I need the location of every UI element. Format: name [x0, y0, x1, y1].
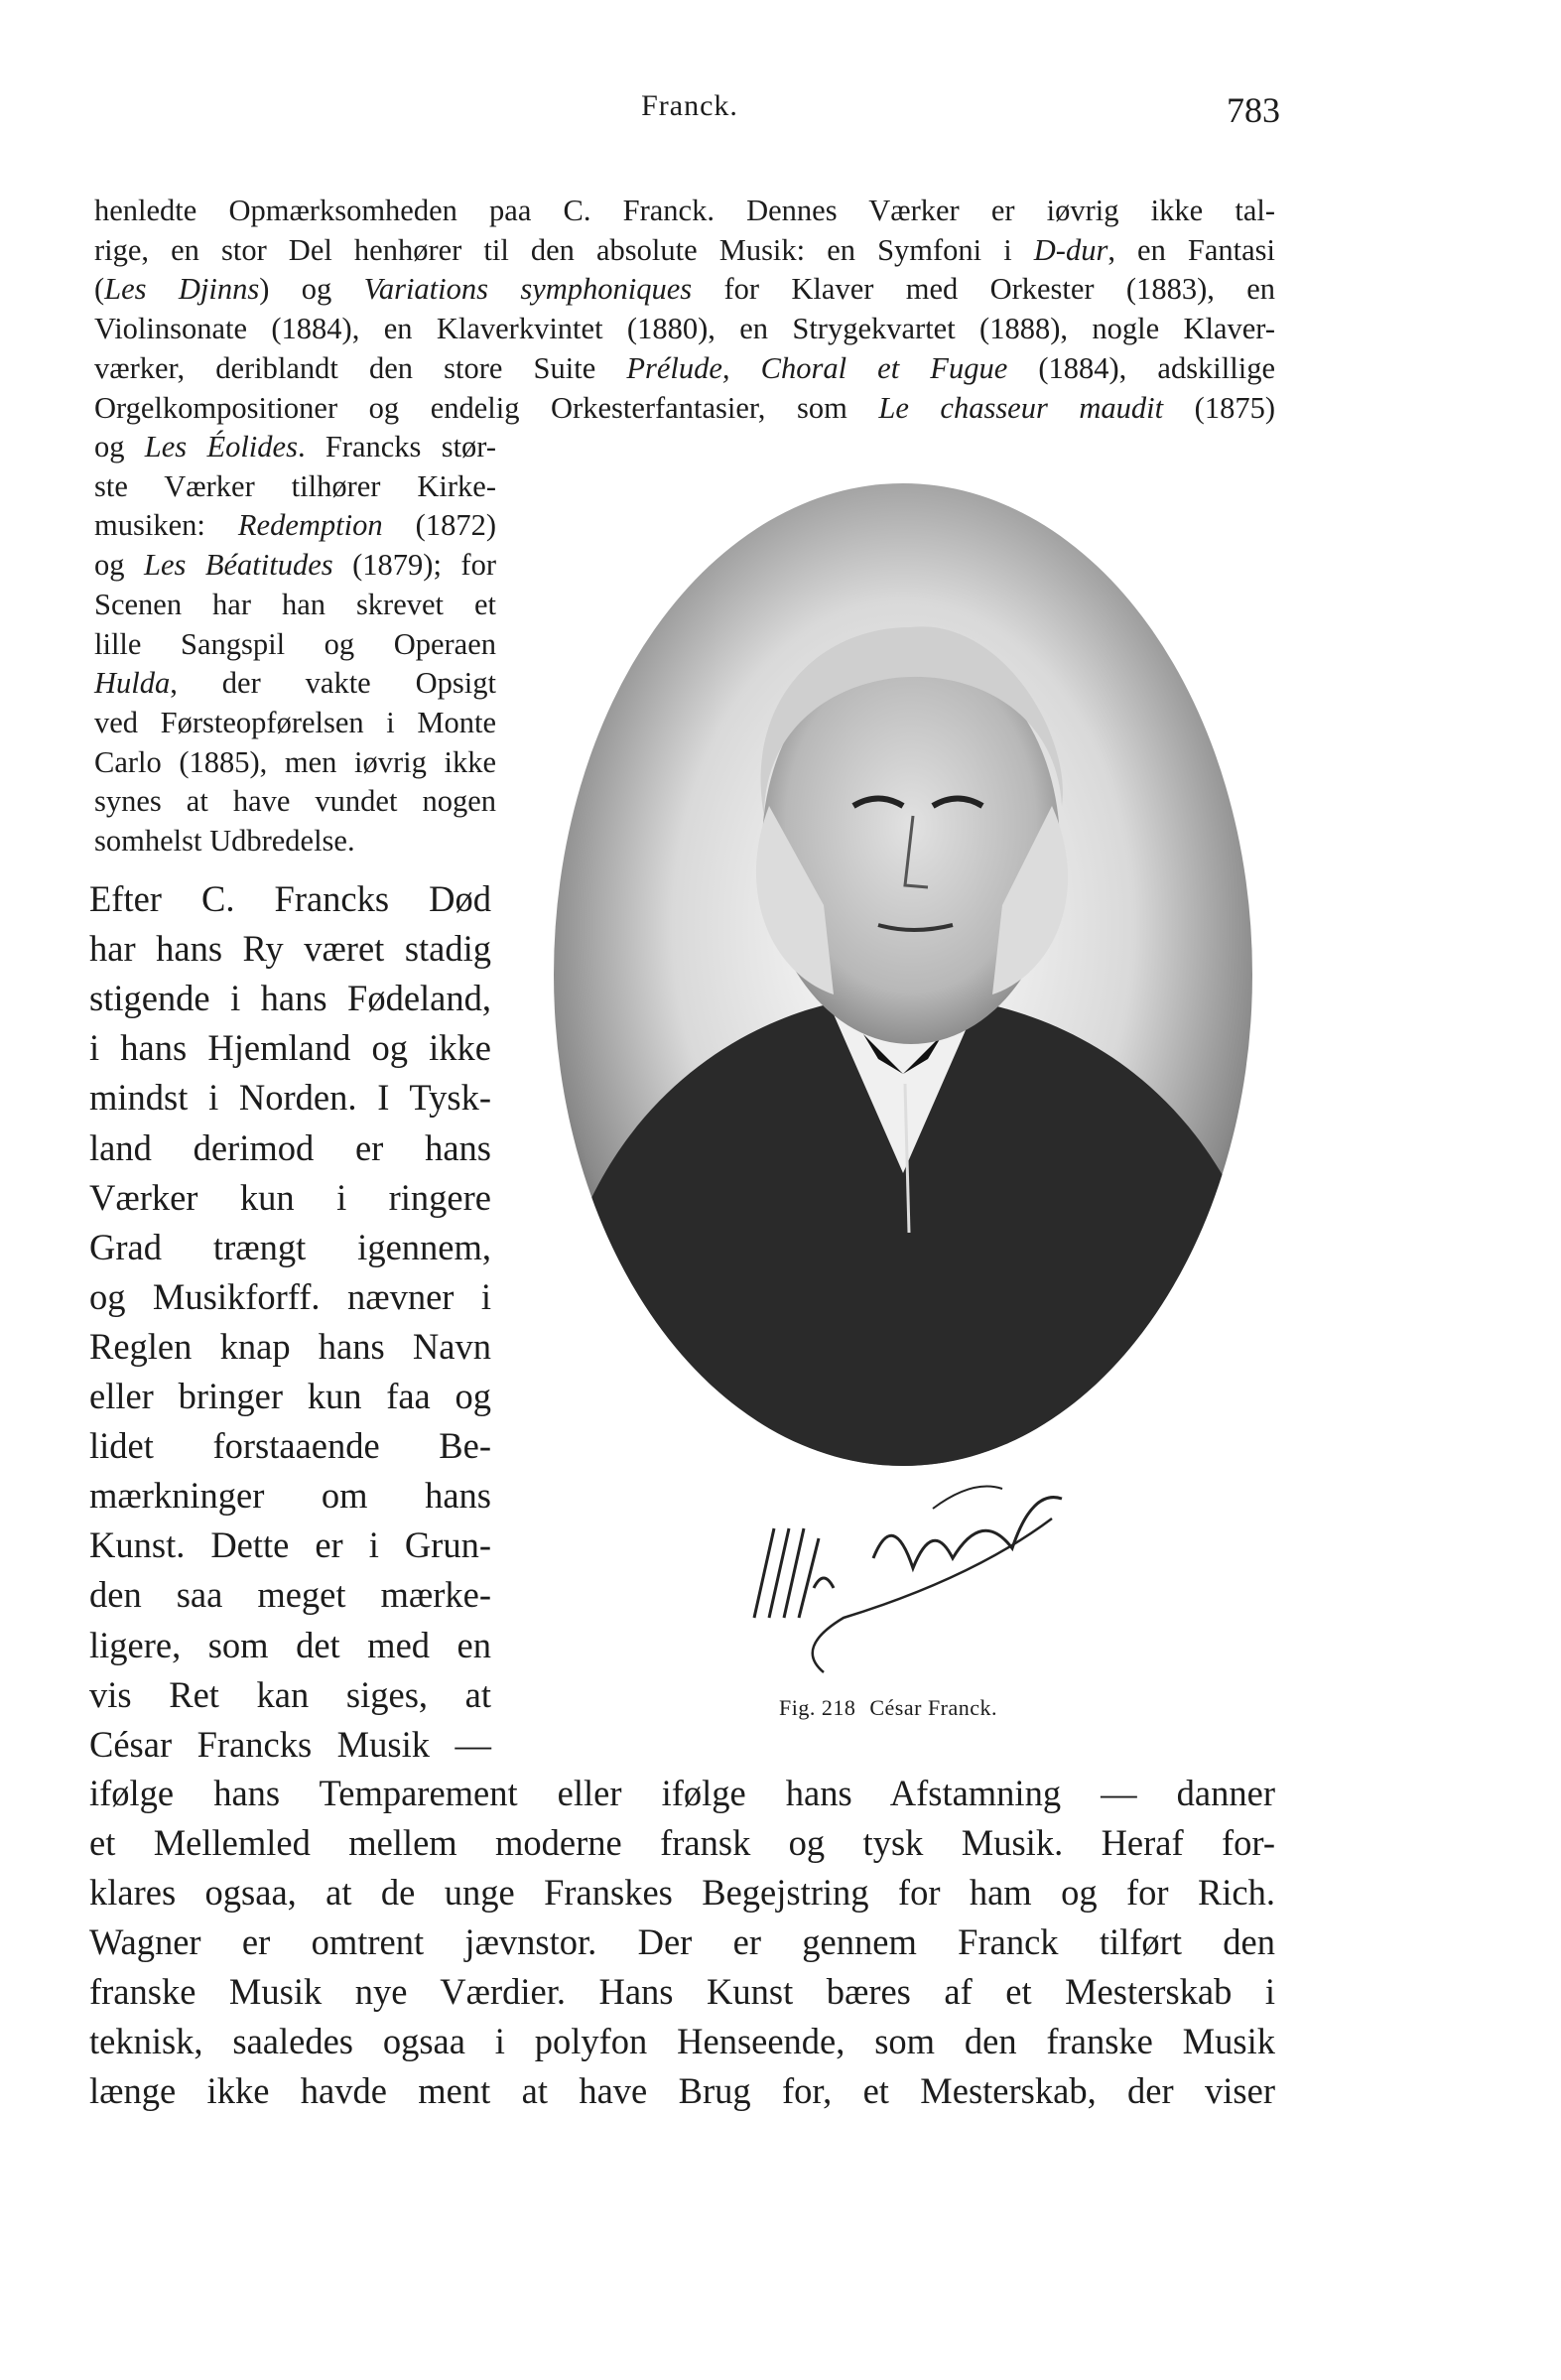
text-line	[89, 1325, 491, 1368]
text-run: Orgelkompositioner og endelig Orkesterfantasier, som	[94, 390, 879, 425]
text-run: og	[94, 430, 145, 463]
text-line	[94, 391, 1275, 426]
text-run: Wagner er omtrent jævnstor. Der er gennem Franck tilført den	[89, 1921, 1275, 1962]
text-line	[89, 1673, 491, 1716]
text-run: ) og	[259, 272, 364, 307]
italic-title: Hulda	[94, 666, 171, 701]
text-line	[89, 1920, 1275, 1963]
text-run: ved Førsteopførelsen i Monte	[94, 705, 496, 739]
text-line	[89, 1624, 491, 1666]
text-line	[89, 877, 491, 920]
text-line	[89, 1723, 491, 1766]
text-line	[94, 233, 1275, 268]
text-run: Kunst. Dette er i Grun-	[89, 1524, 491, 1566]
text-run: synes at have vundet nogen	[94, 784, 496, 819]
portrait-image	[536, 478, 1285, 1471]
text-line	[89, 1871, 1275, 1914]
text-run: i hans Hjemland og ikke	[89, 1027, 491, 1069]
text-run: (1875)	[1163, 390, 1275, 425]
text-run: længe ikke havde ment at have Brug for, et Mesterskab, der viser	[89, 2070, 1275, 2111]
italic-title: Les Éolides	[144, 430, 298, 463]
text-run: har hans Ry været stadig	[89, 928, 491, 970]
text-line	[94, 312, 1275, 346]
italic-title: D-dur	[1033, 232, 1108, 267]
text-line	[89, 2020, 1275, 2062]
text-run: , der vakte Opsigt	[170, 666, 496, 701]
text-run: rige, en stor Del henhører til den absolute Musik: en Symfoni i	[94, 232, 1034, 267]
text-line	[89, 1275, 491, 1318]
text-line	[89, 927, 491, 970]
text-line	[89, 1026, 491, 1069]
text-line	[94, 666, 496, 701]
text-line	[94, 194, 1275, 228]
text-line	[89, 1226, 491, 1268]
text-run: lidet forstaaende Be-	[89, 1425, 491, 1467]
text-run: klares ogsaa, at de unge Franskes Begejstring for ham og for Rich.	[89, 1872, 1275, 1913]
text-run: Scenen har han skrevet et	[94, 587, 496, 621]
text-line	[94, 548, 496, 583]
text-line	[89, 1375, 491, 1417]
text-run: . Francks stør-	[297, 430, 496, 463]
page-number: 783	[1227, 90, 1280, 130]
text-run: (1879); for	[332, 548, 496, 583]
italic-title: Variations symphoniques	[363, 272, 693, 307]
text-line	[94, 706, 496, 740]
text-line	[89, 1573, 491, 1616]
figure-label: Fig. 218	[779, 1695, 856, 1720]
running-header: Franck.	[641, 89, 738, 122]
text-line	[94, 784, 496, 819]
text-line	[94, 824, 496, 859]
text-run: Reglen knap hans Navn	[89, 1325, 491, 1367]
text-run: Værker kun i ringere	[89, 1176, 491, 1218]
text-run: værker, deriblandt den store Suite	[94, 350, 627, 385]
text-run: vis Ret kan siges, at	[89, 1673, 491, 1715]
text-run: og	[94, 548, 145, 583]
text-run: Carlo (1885), men iøvrig ikke	[94, 744, 496, 779]
text-run: mindst i Norden. I Tysk-	[89, 1077, 491, 1119]
text-run: (1872)	[382, 508, 496, 543]
text-run: César Francks Musik —	[89, 1723, 491, 1765]
text-line	[94, 469, 496, 504]
text-run: stigende i hans Fødeland,	[89, 978, 491, 1019]
signature-image	[734, 1469, 1092, 1687]
text-line	[89, 1970, 1275, 2013]
text-line	[94, 272, 1275, 307]
italic-title: Le chasseur maudit	[878, 390, 1164, 425]
italic-title: Les Béatitudes	[144, 548, 333, 583]
italic-title: Redemption	[237, 508, 383, 543]
text-line	[94, 588, 496, 622]
figure-caption	[779, 1695, 1067, 1721]
text-run: henledte Opmærksomheden paa C. Franck. Dennes Værker er iøvrig ikke tal-	[94, 194, 1275, 227]
text-run: for Klaver med Orkester (1883), en	[692, 272, 1275, 307]
text-line	[89, 1126, 491, 1169]
text-line	[89, 1076, 491, 1119]
text-run: og Musikforff. nævner i	[89, 1275, 491, 1317]
text-line	[94, 627, 496, 662]
text-run: mærkninger om hans	[89, 1475, 491, 1517]
text-run: lille Sangspil og Operaen	[94, 626, 496, 661]
text-line	[94, 351, 1275, 386]
text-line	[89, 977, 491, 1019]
text-line	[89, 1523, 491, 1566]
text-run: musiken:	[94, 508, 238, 543]
text-run: ligere, som det med en	[89, 1624, 491, 1665]
text-run: Grad trængt igennem,	[89, 1226, 491, 1267]
portrait-illustration	[536, 478, 1285, 1471]
text-line	[89, 1474, 491, 1517]
text-line	[89, 1821, 1275, 1864]
text-run: land derimod er hans	[89, 1126, 491, 1168]
text-run: Efter C. Francks Død	[89, 878, 491, 919]
text-run: , en Fantasi	[1107, 232, 1275, 267]
text-line	[89, 1424, 491, 1467]
text-run: ifølge hans Temparement eller ifølge hans Afstamning — danner	[89, 1773, 1275, 1813]
figure-name: César Franck.	[869, 1695, 998, 1720]
text-line	[89, 1772, 1275, 1814]
text-line	[94, 745, 496, 780]
text-run: somhelst Udbredelse.	[94, 824, 355, 858]
text-run: eller bringer kun faa og	[89, 1376, 491, 1416]
text-run: (1884), adskillige	[1007, 350, 1275, 385]
text-line	[94, 430, 496, 464]
italic-title: Prélude, Choral et Fugue	[626, 350, 1008, 385]
text-run: ste Værker tilhører Kirke-	[94, 468, 496, 503]
text-run: franske Musik nye Værdier. Hans Kunst bæres af et Mesterskab i	[89, 1971, 1275, 2012]
text-run: Violinsonate (1884), en Klaverkvintet (1880), en Strygekvartet (1888), nogle Klaver-	[94, 312, 1275, 346]
text-run: et Mellemled mellem moderne fransk og tysk Musik. Heraf for-	[89, 1822, 1275, 1863]
text-line	[89, 1176, 491, 1219]
italic-title: Les Djinns	[104, 272, 260, 307]
text-run: den saa meget mærke-	[89, 1574, 491, 1616]
text-run: (	[94, 272, 105, 307]
text-line	[94, 508, 496, 543]
text-run: teknisk, saaledes ogsaa i polyfon Henseende, som den franske Musik	[89, 2021, 1275, 2061]
text-line	[89, 2069, 1275, 2112]
